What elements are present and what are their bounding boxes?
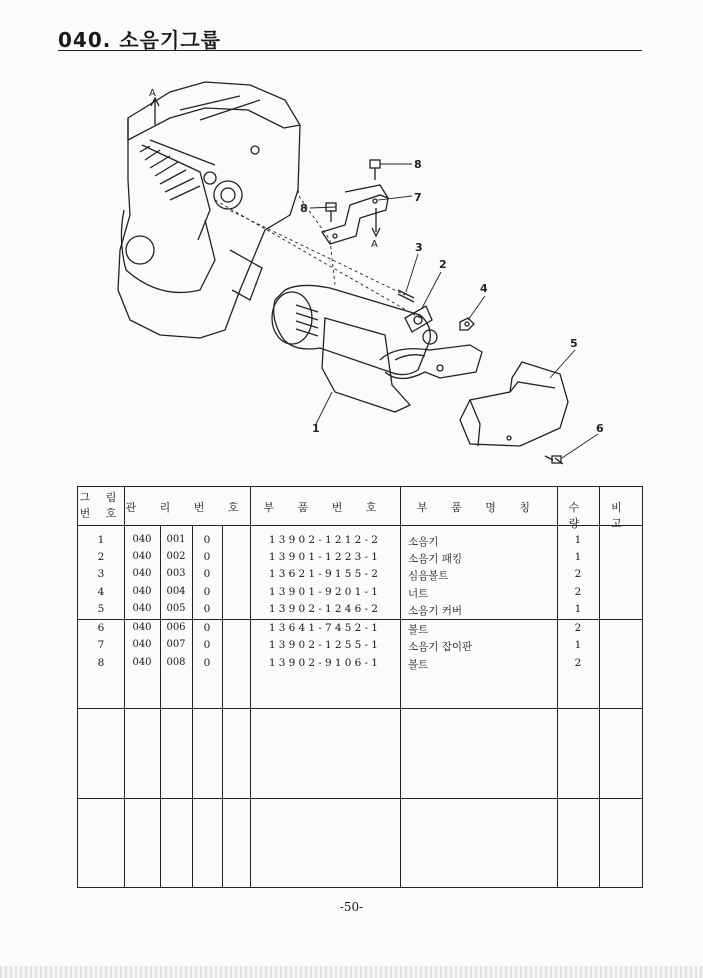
table-row (78, 532, 642, 549)
cell-group: 040 (132, 622, 152, 633)
cell-group: 040 (132, 657, 152, 668)
muffler-cover-part-5 (460, 362, 568, 446)
view-mark-a-top: A (149, 88, 156, 99)
cell-group: 040 (132, 551, 152, 562)
callout-2: 2 (439, 258, 447, 271)
table-row (78, 566, 642, 583)
cell-name: 소음기 (408, 536, 439, 548)
page-title: 040. 소음기그룹 (58, 28, 221, 52)
callout-8-top: 8 (414, 158, 422, 171)
nut-part-4 (460, 318, 474, 330)
cell-no: 6 (97, 622, 105, 634)
cell-sub: 0 (203, 551, 211, 563)
cell-part: 13641-7452-1 (268, 622, 382, 634)
parts-table (77, 486, 643, 888)
cell-no: 4 (97, 586, 105, 598)
cell-sub: 0 (203, 639, 211, 651)
cell-name: 볼트 (408, 624, 429, 636)
cell-name: 소음기 커버 (408, 605, 463, 617)
cell-group: 040 (132, 534, 152, 545)
cell-sub: 0 (203, 534, 211, 546)
cell-qty: 1 (574, 603, 582, 615)
cell-sub: 0 (203, 603, 211, 615)
cell-part: 13902-9106-1 (268, 657, 382, 669)
header-mgmt-no: 관 리 번 호 (125, 501, 249, 514)
cell-part: 13902-1255-1 (268, 639, 382, 651)
cell-sub: 0 (203, 586, 211, 598)
view-mark-a-bottom: A (371, 239, 378, 250)
callout-5: 5 (570, 337, 578, 350)
callout-8-left: 8 (300, 202, 308, 215)
cell-qty: 2 (574, 568, 582, 580)
header-fig-no: 그 림 번 호 (79, 491, 123, 520)
table-row (78, 601, 642, 618)
cell-code: 002 (166, 551, 186, 562)
cell-group: 040 (132, 603, 152, 614)
cell-name: 너트 (408, 588, 429, 600)
cell-code: 008 (166, 657, 186, 668)
table-row (78, 549, 642, 566)
cell-no: 1 (97, 534, 105, 546)
cell-code: 003 (166, 568, 186, 579)
cell-part: 13901-1223-1 (268, 551, 382, 563)
cell-qty: 1 (574, 639, 582, 651)
cell-no: 5 (97, 603, 105, 615)
cell-name: 심음볼트 (408, 570, 449, 582)
table-row (78, 584, 642, 601)
cell-code: 004 (166, 586, 186, 597)
callout-7: 7 (414, 191, 422, 204)
cell-part: 13901-9201-1 (268, 586, 382, 598)
cell-name: 소음기 패킹 (408, 553, 463, 565)
cell-code: 006 (166, 622, 186, 633)
cell-no: 7 (97, 639, 105, 651)
cell-code: 001 (166, 534, 186, 545)
header-remark: 비 고 (611, 501, 630, 530)
cell-sub: 0 (203, 568, 211, 580)
cell-part: 13902-1246-2 (268, 603, 382, 615)
cell-code: 007 (166, 639, 186, 650)
bolt-part-8-top (370, 160, 380, 180)
cell-no: 8 (97, 657, 105, 669)
page-number: -50- (339, 900, 364, 914)
callout-4: 4 (480, 282, 488, 295)
cell-qty: 1 (574, 551, 582, 563)
table-row (78, 655, 642, 672)
bolt-part-8-left (326, 203, 336, 222)
cell-group: 040 (132, 586, 152, 597)
cell-qty: 2 (574, 657, 582, 669)
engine-illustration (118, 82, 300, 338)
callout-1: 1 (312, 422, 320, 435)
gasket-part-2 (405, 306, 432, 332)
title-rule (58, 50, 642, 51)
cell-qty: 1 (574, 534, 582, 546)
cell-sub: 0 (203, 622, 211, 634)
cell-name: 볼트 (408, 659, 429, 671)
cell-no: 2 (97, 551, 105, 563)
cell-code: 005 (166, 603, 186, 614)
callout-3: 3 (415, 241, 423, 254)
callout-6: 6 (596, 422, 604, 435)
cell-group: 040 (132, 639, 152, 650)
cell-sub: 0 (203, 657, 211, 669)
header-qty: 수 량 (568, 501, 588, 530)
cell-name: 소음기 잡이판 (408, 641, 473, 653)
cell-part: 13621-9155-2 (268, 568, 382, 580)
table-row (78, 637, 642, 654)
table-row (78, 620, 642, 637)
cell-group: 040 (132, 568, 152, 579)
header-part-name: 부 품 명 칭 (417, 501, 540, 514)
cell-part: 13902-1212-2 (268, 534, 382, 546)
cell-qty: 2 (574, 586, 582, 598)
muffler-bracket-part-7 (322, 185, 388, 244)
cell-no: 3 (97, 568, 105, 580)
exploded-parts-diagram (0, 60, 703, 480)
scan-edge (0, 966, 703, 978)
header-part-no: 부 품 번 호 (263, 501, 387, 514)
bolt-part-6 (545, 456, 563, 464)
cell-qty: 2 (574, 622, 582, 634)
muffler-part-1 (272, 285, 482, 412)
